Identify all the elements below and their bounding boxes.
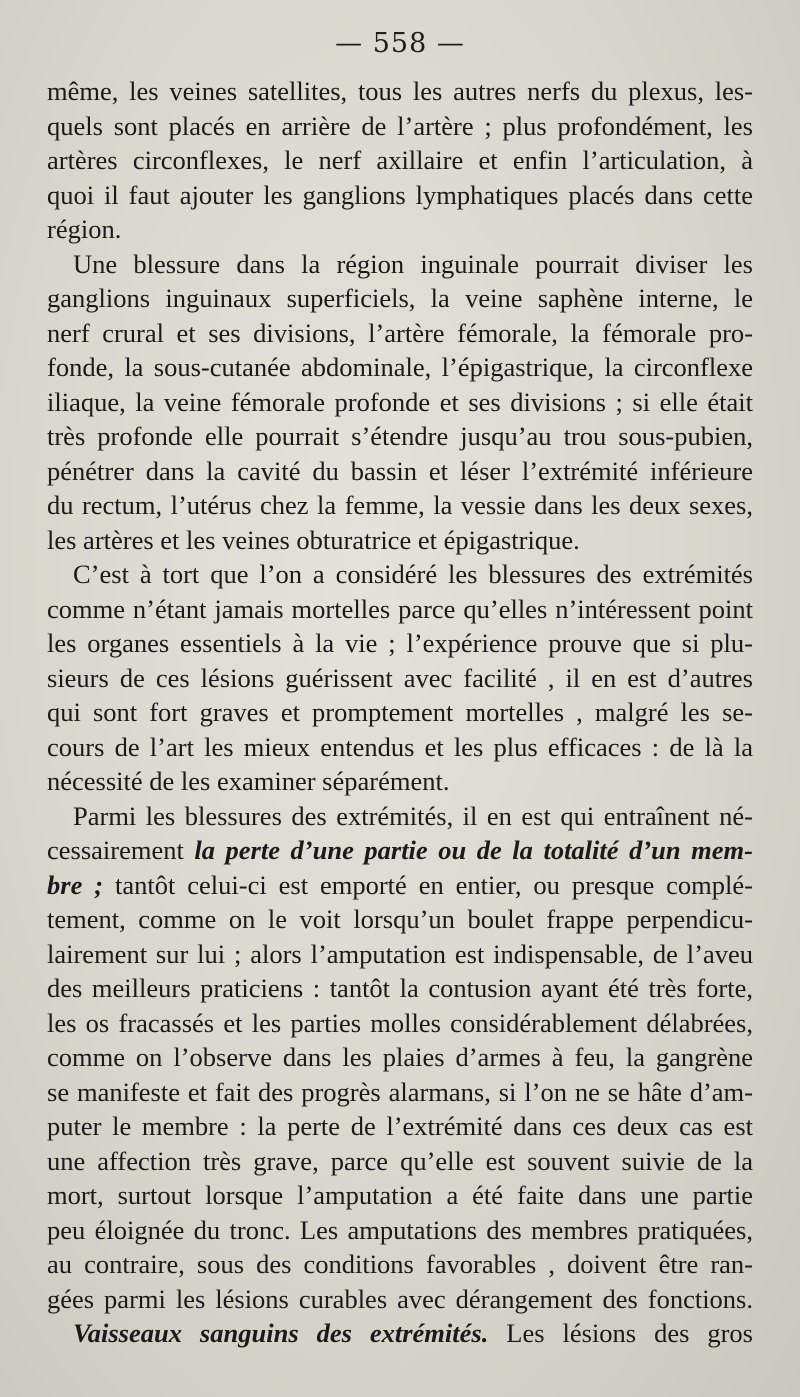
text-line: les organes essentiels à la vie ; l’expérience prouve que si plu- — [47, 628, 753, 658]
text-line: se manifeste et fait des progrès alarmans, si l’on ne se hâte d’am- — [47, 1076, 753, 1107]
text-line: C’est à tort que l’on a considéré les blessures des extrémités — [73, 559, 753, 589]
text-line: Parmi les blessures des extrémités, il en est qui entraînent né- — [73, 800, 753, 831]
text-line: gées parmi les lésions curables avec dérangement des fonctions. — [47, 1283, 753, 1314]
text-line: fonde, la sous-cutanée abdominale, l’épigastrique, la circonflexe — [47, 352, 753, 382]
text-line: pénétrer dans la cavité du bassin et léser l’extrémité inférieure — [47, 455, 753, 486]
text-line: région. — [47, 214, 122, 244]
section-heading: Vaisseaux sanguins des extrémités. — [73, 1318, 489, 1348]
text-line: une affection très grave, parce qu’elle est souvent suivie de la — [47, 1145, 753, 1176]
text-line: comme on l’observe dans les plaies d’armes à feu, la gangrène — [47, 1042, 753, 1072]
text-line: sieurs de ces lésions guérissent avec facilité , il en est d’autres — [47, 662, 753, 693]
italic-phrase: la perte d’une partie ou de la totalité d’un mem- — [194, 835, 753, 865]
text-line: du rectum, l’utérus chez la femme, la vessie dans les deux sexes, — [47, 490, 753, 520]
section-heading-line — [47, 1316, 753, 1351]
text-segment: cessairement — [47, 835, 195, 865]
text-segment: tantôt celui-ci est emporté en entier, ou presque complé- — [103, 869, 753, 900]
text-line: lairement sur lui ; alors l’amputation est indispensable, de l’aveu — [47, 938, 753, 969]
text-line: nerf crural et ses divisions, l’artère fémorale, la fémorale pro- — [47, 317, 753, 348]
text-line: mort, surtout lorsque l’amputation a été faite dans une partie — [47, 1180, 753, 1210]
text-line: tement, comme on le voit lorsqu’un boulet frappe perpendicu- — [47, 904, 753, 934]
text-line: peu éloignée du tronc. Les amputations des membres pratiquées, — [47, 1214, 753, 1245]
italic-phrase: bre ; — [47, 869, 104, 900]
text-line: artères circonflexes, le nerf axillaire et enfin l’articulation, à — [47, 145, 753, 175]
text-segment: Les lésions des gros — [488, 1318, 753, 1348]
text-line: des meilleurs praticiens : tantôt la contusion ayant été très forte, — [47, 973, 753, 1003]
text-line: cours de l’art les mieux entendus et les plus efficaces : de là la — [47, 731, 753, 762]
text-line — [47, 833, 753, 868]
text-line: au contraire, sous des conditions favorables , doivent être ran- — [47, 1249, 753, 1279]
text-line: ganglions inguinaux superficiels, la veine saphène interne, le — [47, 283, 753, 313]
text-line: quoi il faut ajouter les ganglions lymphatiques placés dans cette — [47, 179, 753, 210]
text-line: très profonde elle pourrait s’étendre jusqu’au trou sous-pubien, — [47, 421, 753, 451]
body-text — [47, 74, 753, 1351]
text-line: iliaque, la veine fémorale profonde et ses divisions ; si elle était — [47, 386, 753, 417]
text-line: comme n’étant jamais mortelles parce qu’elles n’intéressent point — [47, 593, 753, 624]
text-line: les os fracassés et les parties molles considérablement délabrées, — [47, 1007, 753, 1038]
text-line — [47, 868, 753, 903]
text-line: qui sont fort graves et promptement mortelles , malgré les se- — [47, 697, 753, 727]
text-line: puter le membre : la perte de l’extrémité dans ces deux cas est — [47, 1111, 753, 1141]
text-line: nécessité de les examiner séparément. — [47, 766, 450, 796]
page-number: — 558 — — [335, 28, 465, 59]
text-line: même, les veines satellites, tous les autres nerfs du plexus, les- — [47, 76, 753, 106]
text-line: les artères et les veines obturatrice et épigastrique. — [47, 524, 580, 555]
text-line: Une blessure dans la région inguinale pourrait diviser les — [73, 248, 753, 279]
text-line: quels sont placés en arrière de l’artère ; plus profondément, les — [47, 110, 753, 141]
